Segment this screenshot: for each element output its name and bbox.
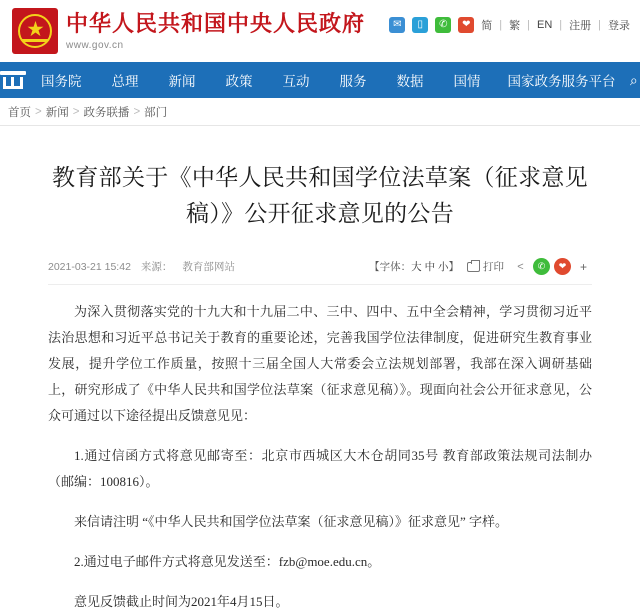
- article-meta-left: [48, 259, 235, 274]
- font-size-large[interactable]: 大: [411, 261, 422, 273]
- article-meta: [48, 258, 592, 285]
- nav-item-xinwen[interactable]: 新闻: [154, 62, 211, 98]
- mobile-icon[interactable]: ▯: [412, 17, 428, 33]
- nav-item-service-platform[interactable]: 国家政务服务平台: [496, 62, 628, 98]
- header-utility-links: [389, 17, 630, 45]
- article-paragraph: 意见反馈截止时间为2021年4月15日。: [48, 589, 592, 615]
- print-label: 打印: [483, 259, 504, 274]
- breadcrumb-item-home[interactable]: 首页: [8, 104, 31, 120]
- mail-icon[interactable]: ✉: [389, 17, 405, 33]
- breadcrumb-separator: >: [35, 106, 42, 118]
- publish-date: 2021-03-21 15:42: [48, 261, 131, 273]
- article-meta-right: [369, 258, 592, 275]
- font-size-control: [369, 259, 459, 274]
- article-paragraph: 为深入贯彻落实党的十九大和十九届二中、三中、四中、五中全会精神，学习贯彻习近平法治思想和习近平总书记关于教育的重要论述，完善我国学位法律制度，促进研究生教育事业发展，提升学位工作质量，按照十三届全国人大常委会立法规划部署，我部在深入调研基础上，研究形成了《中华人民共和国学位法草案（征求意见稿）》。现面向社会公开征求意见，公众可通过以下途径提出反馈意见见：: [48, 299, 592, 429]
- article-body: [48, 299, 592, 615]
- main-nav: [0, 62, 640, 98]
- lang-en-link[interactable]: EN: [537, 19, 552, 31]
- weibo-icon[interactable]: ❤: [458, 17, 474, 33]
- nav-items: [26, 62, 628, 98]
- nav-item-hudong[interactable]: 互动: [268, 62, 325, 98]
- more-share-icon[interactable]: +: [575, 258, 592, 275]
- site-url: www.gov.cn: [66, 40, 365, 51]
- lang-simplified-link[interactable]: 简: [481, 17, 492, 33]
- font-size-small[interactable]: 小: [438, 261, 449, 273]
- emblem-bar: [22, 39, 48, 42]
- article-paragraph: 2.通过电子邮件方式将意见发送至：fzb@moe.edu.cn。: [48, 549, 592, 575]
- breadcrumb-item-department[interactable]: 部门: [144, 104, 167, 120]
- breadcrumb-separator: >: [133, 106, 140, 118]
- gate-middle: [11, 77, 14, 89]
- emblem-star: ★: [27, 21, 44, 38]
- nav-home-link[interactable]: [0, 62, 26, 98]
- wechat-share-icon[interactable]: ✆: [533, 258, 550, 275]
- gate-roof: [0, 71, 26, 75]
- share-icon[interactable]: <: [512, 258, 529, 275]
- nav-item-zhengce[interactable]: 政策: [211, 62, 268, 98]
- page-title: 教育部关于《中华人民共和国学位法草案（征求意见稿）》公开征求意见的公告: [48, 160, 592, 232]
- breadcrumb-item-news[interactable]: 新闻: [46, 104, 69, 120]
- site-title: 中华人民共和国中央人民政府: [66, 11, 365, 37]
- site-title-block: [66, 11, 365, 51]
- divider: |: [527, 19, 530, 31]
- register-link[interactable]: 注册: [569, 17, 591, 33]
- font-size-medium[interactable]: 中: [425, 261, 436, 273]
- breadcrumb-separator: >: [73, 106, 80, 118]
- nav-item-shuju[interactable]: 数据: [382, 62, 439, 98]
- article-paragraph: 来信请注明 “《中华人民共和国学位法草案（征求意见稿）》征求意见” 字样。: [48, 509, 592, 535]
- breadcrumb-item-govcast[interactable]: 政务联播: [83, 104, 129, 120]
- divider: |: [598, 19, 601, 31]
- share-bar: [512, 258, 592, 275]
- login-link[interactable]: 登录: [608, 17, 630, 33]
- breadcrumb: [0, 98, 640, 126]
- lang-traditional-link[interactable]: 繁: [509, 17, 520, 33]
- search-icon[interactable]: ⌕: [628, 62, 640, 98]
- article-container: [0, 160, 640, 615]
- nav-item-fuwu[interactable]: 服务: [325, 62, 382, 98]
- nav-item-guowuyuan[interactable]: 国务院: [26, 62, 97, 98]
- divider: |: [559, 19, 562, 31]
- article-paragraph: 1.通过信函方式将意见邮寄至：北京市西城区大木仓胡同35号 教育部政策法规司法制办（邮编：100816）。: [48, 443, 592, 495]
- site-header: [0, 0, 640, 62]
- source-label: 来源：: [141, 259, 173, 274]
- printer-icon: [467, 262, 480, 272]
- font-size-label: 【字体：: [369, 261, 411, 273]
- gate-home-icon: [0, 71, 26, 89]
- source-name: 教育部网站: [182, 259, 235, 274]
- divider: |: [499, 19, 502, 31]
- weibo-share-icon[interactable]: ❤: [554, 258, 571, 275]
- font-size-label-end: 】: [449, 261, 460, 273]
- wechat-icon[interactable]: ✆: [435, 17, 451, 33]
- print-button[interactable]: [467, 259, 504, 274]
- nav-item-zongli[interactable]: 总理: [97, 62, 154, 98]
- national-emblem-icon: [12, 8, 58, 54]
- nav-item-guoqing[interactable]: 国情: [439, 62, 496, 98]
